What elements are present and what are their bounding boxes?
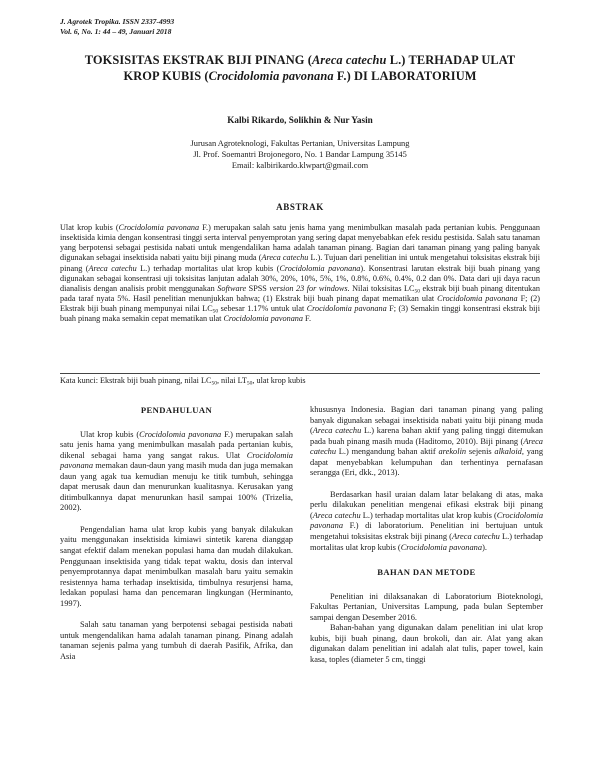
methods-heading: BAHAN DAN METODE (377, 567, 476, 578)
author-affiliation (60, 138, 540, 171)
intro-paragraph-3: Salah satu tanaman yang berpotensi sebagai pestisida nabati untuk mengendalikan hama adalah tanaman pinang. Pinang adalah tanaman sejenis palma yang tumbuh di daerah Pasifik, Afrika, dan Asia (60, 620, 293, 661)
paper-authors: Kalbi Rikardo, Solikhin & Nur Yasin (227, 115, 373, 125)
paper-title: TOKSISITAS EKSTRAK BIJI PINANG (Areca catechu L.) TERHADAP ULAT KROP KUBIS (Crocidolomia pavonana F.) DI LABORATORIUM (84, 53, 516, 83)
journal-issn: J. Agrotek Tropika. ISSN 2337-4993 (60, 17, 175, 26)
journal-header (60, 17, 174, 37)
methods-paragraph-2: Bahan-bahan yang digunakan dalam penelitian ini ulat krop kubis, biji buah pinang, daun brokoli, dan air. Alat yang akan digunakan dalam penelitian ini adalah alat tulis, paper towel, kain kasa, toples (diameter 5 cm, tinggi (310, 623, 543, 664)
keywords: Kata kunci: Ekstrak biji buah pinang, nilai $LC_{50}$, nilai $LT_{50}$, ulat krop kubis (60, 376, 306, 387)
abstract-body: Ulat krop kubis (Crocidolomia pavonana F.) merupakan salah satu jenis hama yang menimbulkan masalah pada pertanian kubis. Penggunaan insektisida kimia dengan konsentrasi tinggi serta interval penyemprotan yang sering dapat menyebabkan efek residu pestisida. Salah satu tanaman yang berpotensi sebagai pestisida nabati untuk mengendalikan hama adalah tanaman pinang. Bagian dari tanaman pinang yang paling banyak digunakan sebagai insektisida nabati yaitu biji pinang muda (Areca catechu L.). Tujuan dari penelitian ini untuk mengetahui toksisitas ekstrak biji pinang (Areca catechu L.) terhadap mortalitas ulat krop kubis (Crocidolomia pavonana). Konsentrasi larutan ekstrak biji buah pinang yang digunakan sebagai konsentrasi uji toksisitas lanjutan adalah 30%, 20%, 10%, 5%, 1%, 0.8%, 0.6%, 0.4%, 0.2 dan 0%. Data dari uji daya racun dianalisis dengan analisis probit menggunakan Software SPSS version 23 for windows. Nilai toksisitas $LC_{50}$ ekstrak biji buah pinang ditentukan pada taraf nyata 5%. Hasil penelitian menunjukkan bahwa; (1) Ekstrak biji buah pinang dapat mematikan ulat Crocidolomia pavonana F; (2) Ekstrak biji buah pinang mempunyai nilai $LC_{50}$ sebesar 1.17% untuk ulat Crocidolomia pavonana F; (3) Semakin tinggi konsentrasi ekstrak biji buah pinang maka semakin cepat mematikan ulat Crocidolomia pavonana F. (60, 223, 541, 324)
abstract-divider (60, 373, 540, 374)
intro-paragraph-1: Ulat krop kubis (Crocidolomia pavonana F.) merupakan salah satu jenis hama yang menimbulkan masalah pada pertanian kubis, dikenal sebagai hama yang sangat rakus. Ulat Crocidolomia pavonana memakan daun-daun yang masih muda dan juga memakan daun yang agak tua kemudian menuju ke titik tumbuh, sehingga dapat merusak daun dan menurunkan kualitasnya. Kerusakan yang ditimbulkannya dapat menurunkan hasil sampai 100% (Trizelia, 2002). (60, 429, 293, 513)
affiliation-address: Jl. Prof. Soemantri Brojonegoro, No. 1 Bandar Lampung 35145 (193, 150, 407, 159)
affiliation-email: Email: kalbirikardo.klwpart@gmail.com (231, 161, 369, 170)
right-column (310, 405, 543, 665)
intro-paragraph-2: Pengendalian hama ulat krop kubis yang banyak dilakukan yaitu menggunakan insektisida kimiawi sintetik karena dianggap sangat efektif dalam menekan populasi hama dan mudah dilakukan. Penggunaan insektisida yang tidak tepat waktu, dosis dan interval penyemprotannya dapat menimbulkan masalah baru yaitu semakin resistennya hama terhadap insektisida, timbulnya resurjensi hama, ledakan populasi hama dan pencemaran lingkungan (Herminanto, 1997). (60, 524, 293, 608)
methods-paragraph-1: Penelitian ini dilaksanakan di Laboratorium Bioteknologi, Fakultas Pertanian, Universitas Lampung, pada bulan September sampai dengan Desember 2016. (310, 591, 543, 622)
intro-paragraph-5: Berdasarkan hasil uraian dalam latar belakang di atas, maka perlu dilakukan penelitian mengenai efikasi ekstrak biji pinang (Areca catechu L.) terhadap mortalitas ulat krop kubis (Crocidolomia pavonana F.) di laboratorium. Penelitian ini bertujuan untuk mengetahui toksisitas ekstrak biji pinang (Areca catechu L.) terhadap mortalitas ulat krop kubis (Crocidolomia pavonana). (310, 489, 544, 552)
left-column (60, 405, 293, 662)
journal-volume: Vol. 6, No. 1: 44 – 49, Januari 2018 (60, 27, 172, 36)
intro-paragraph-4: khususnya Indonesia. Bagian dari tanaman pinang yang paling banyak digunakan sebagai insektisida nabati yaitu biji pinang muda (Areca catechu L.) karena bahan aktif yang paling tinggi ditemukan pada buah pinang masih muda (Haditomo, 2010). Biji pinang (Areca catechu L.) mengandung bahan aktif arekolin sejenis alkaloid, yang dapat menyebabkan kelumpuhan dan terhentinya pernafasan serangga (Eri, dkk., 2013). (310, 405, 544, 478)
affiliation-department: Jurusan Agroteknologi, Fakultas Pertanian, Universitas Lampung (190, 139, 410, 148)
intro-heading: PENDAHULUAN (140, 405, 213, 415)
abstract-heading: ABSTRAK (276, 202, 324, 212)
